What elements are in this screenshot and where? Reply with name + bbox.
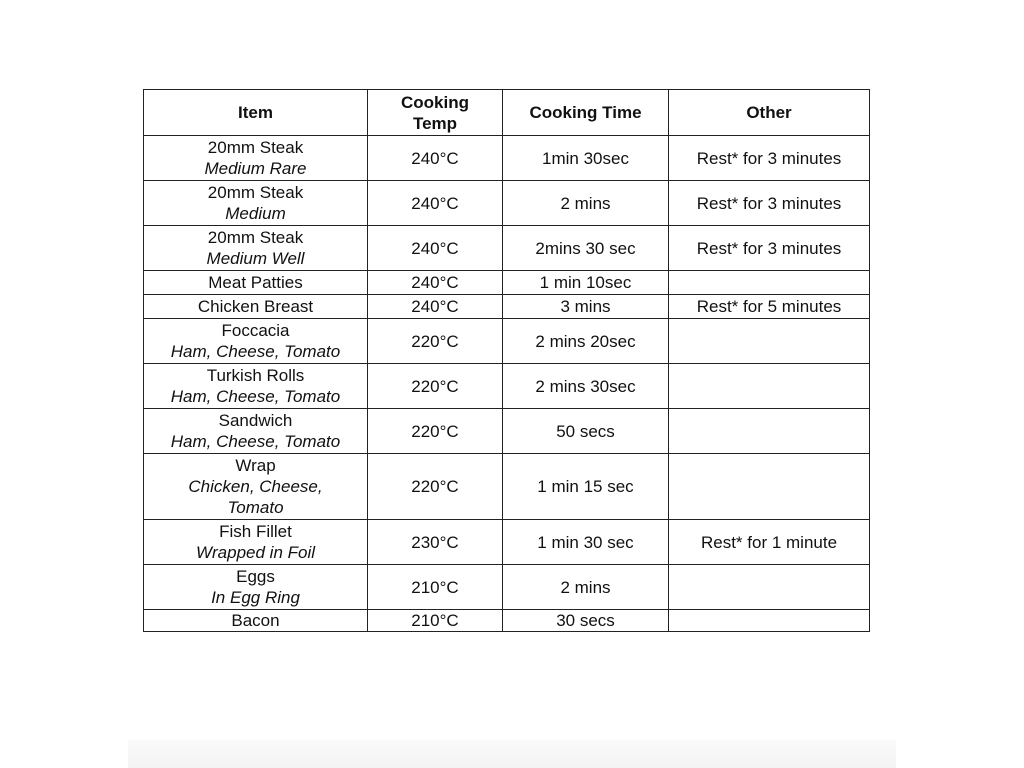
item-cell (144, 364, 368, 409)
item-name: Meat Patties (208, 273, 303, 292)
item-cell (144, 271, 368, 295)
table-row (144, 409, 870, 454)
temp-cell: 220°C (368, 454, 503, 520)
header-item: Item (144, 90, 368, 136)
item-detail: Ham, Cheese, Tomato (170, 432, 341, 451)
item-detail-line2: Tomato (227, 498, 284, 517)
item-detail: Medium (225, 204, 286, 223)
time-cell: 1 min 15 sec (503, 454, 669, 520)
item-cell (144, 226, 368, 271)
item-cell (144, 409, 368, 454)
other-cell: Rest* for 1 minute (669, 520, 870, 565)
other-cell: Rest* for 3 minutes (669, 181, 870, 226)
item-name: 20mm Steak (207, 228, 304, 247)
table-row (144, 319, 870, 364)
bottom-shade (128, 740, 896, 768)
temp-cell: 240°C (368, 136, 503, 181)
temp-cell: 210°C (368, 610, 503, 632)
other-cell (669, 271, 870, 295)
item-cell (144, 454, 368, 520)
other-cell (669, 454, 870, 520)
header-row (144, 90, 870, 136)
other-cell: Rest* for 3 minutes (669, 226, 870, 271)
table-row (144, 226, 870, 271)
temp-cell: 220°C (368, 409, 503, 454)
other-cell (669, 364, 870, 409)
item-detail: Ham, Cheese, Tomato (170, 342, 341, 361)
other-cell (669, 610, 870, 632)
table-row (144, 565, 870, 610)
item-cell (144, 181, 368, 226)
item-detail: In Egg Ring (211, 588, 300, 607)
temp-cell: 220°C (368, 364, 503, 409)
item-name: Chicken Breast (197, 297, 314, 316)
temp-cell: 240°C (368, 181, 503, 226)
header-other: Other (669, 90, 870, 136)
header-cooking-time: Cooking Time (503, 90, 669, 136)
temp-cell: 220°C (368, 319, 503, 364)
item-cell (144, 136, 368, 181)
other-cell (669, 319, 870, 364)
item-cell (144, 610, 368, 632)
time-cell: 1min 30sec (503, 136, 669, 181)
table-row (144, 181, 870, 226)
header-cooking-temp (368, 90, 503, 136)
header-temp-line2: Temp (412, 113, 458, 133)
other-cell (669, 409, 870, 454)
temp-cell: 240°C (368, 226, 503, 271)
time-cell: 2 mins 30sec (503, 364, 669, 409)
header-temp-line1: Cooking (401, 92, 469, 112)
item-cell (144, 565, 368, 610)
item-name: 20mm Steak (207, 138, 304, 157)
time-cell: 30 secs (503, 610, 669, 632)
table-row (144, 610, 870, 632)
table-row (144, 520, 870, 565)
item-name: Fish Fillet (219, 522, 292, 541)
item-detail: Wrapped in Foil (195, 543, 316, 562)
time-cell: 1 min 10sec (503, 271, 669, 295)
time-cell: 3 mins (503, 295, 669, 319)
time-cell: 2 mins 20sec (503, 319, 669, 364)
item-name: Turkish Rolls (206, 366, 305, 385)
item-detail: Medium Well (206, 249, 305, 268)
time-cell: 1 min 30 sec (503, 520, 669, 565)
table-row (144, 295, 870, 319)
time-cell: 2 mins (503, 565, 669, 610)
other-cell: Rest* for 3 minutes (669, 136, 870, 181)
item-name: Foccacia (221, 321, 290, 340)
table-row (144, 271, 870, 295)
item-name: Eggs (236, 567, 275, 586)
time-cell: 2 mins (503, 181, 669, 226)
temp-cell: 240°C (368, 295, 503, 319)
temp-cell: 230°C (368, 520, 503, 565)
item-cell (144, 295, 368, 319)
item-name: Sandwich (218, 411, 293, 430)
other-cell: Rest* for 5 minutes (669, 295, 870, 319)
item-cell (144, 319, 368, 364)
table-row (144, 136, 870, 181)
time-cell: 50 secs (503, 409, 669, 454)
table-row (144, 364, 870, 409)
item-detail: Medium Rare (204, 159, 307, 178)
table-row (144, 454, 870, 520)
temp-cell: 210°C (368, 565, 503, 610)
item-name: Bacon (231, 611, 280, 630)
item-cell (144, 520, 368, 565)
item-detail: Ham, Cheese, Tomato (170, 387, 341, 406)
other-cell (669, 565, 870, 610)
temp-cell: 240°C (368, 271, 503, 295)
item-name: 20mm Steak (207, 183, 304, 202)
cooking-times-table (143, 89, 870, 632)
item-detail: Chicken, Cheese, (188, 477, 323, 496)
time-cell: 2mins 30 sec (503, 226, 669, 271)
item-name: Wrap (235, 456, 276, 475)
